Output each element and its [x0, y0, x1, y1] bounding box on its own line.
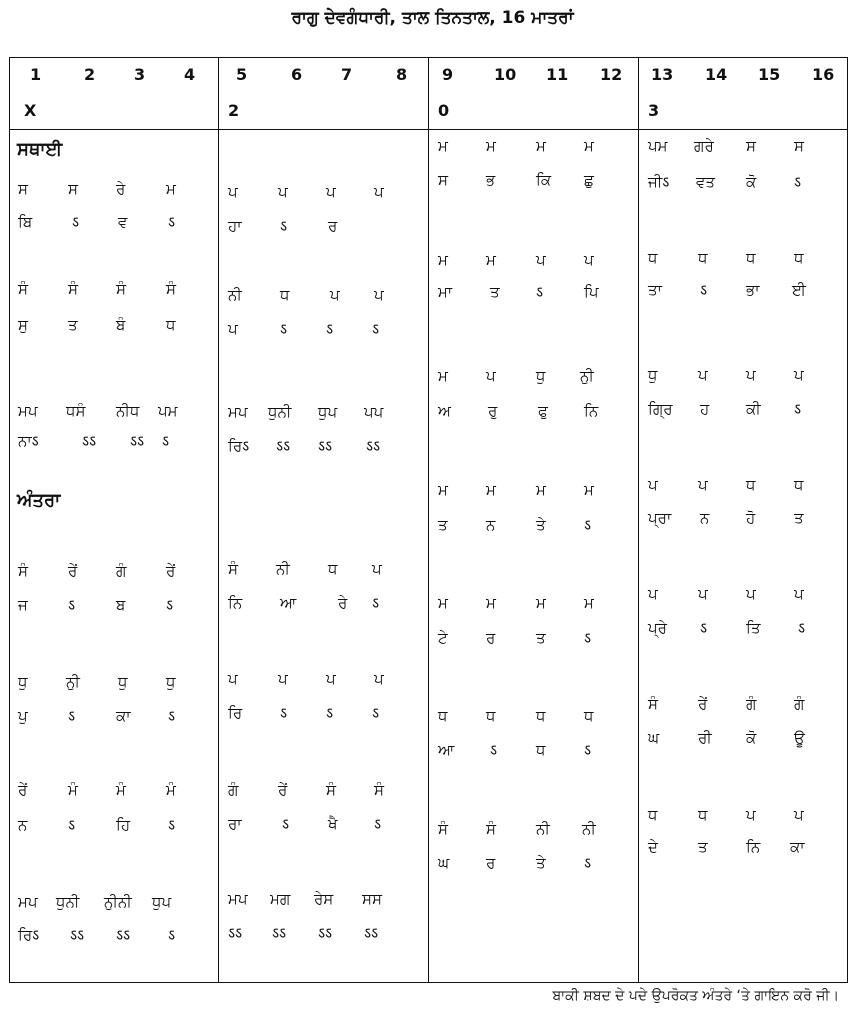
- notation-cell: ਨੀਧ: [116, 402, 140, 420]
- notation-cell: ਰੇਂ: [698, 695, 708, 713]
- notation-cell: ਹੋ: [746, 509, 756, 527]
- notation-cell: ਹ: [700, 400, 710, 418]
- notation-cell: ऽ: [280, 217, 288, 235]
- page-title: ਰਾਗੁ ਦੇਵਗੰਧਾਰੀ, ਤਾਲ ਤਿਨਤਾਲ, 16 ਮਾਤਰਾਂ: [291, 8, 574, 28]
- notation-cell: ऽ: [280, 320, 288, 338]
- notation-cell: ऽऽ: [82, 432, 97, 450]
- notation-cell: ਰਾ: [228, 815, 242, 833]
- notation-cell: ऽ: [168, 926, 176, 944]
- notation-cell: ਧ: [166, 316, 176, 334]
- notation-cell: ਰੇਂ: [68, 562, 78, 580]
- notation-cell: ਰਿ: [228, 704, 243, 722]
- notation-cell: ਧ: [794, 476, 804, 494]
- notation-cell: ਕਾ: [790, 838, 805, 856]
- notation-cell: ਨੁੀਨੀ: [104, 893, 132, 911]
- notation-cell: ऽऽ: [228, 924, 243, 942]
- notation-cell: ਸੰ: [438, 820, 448, 838]
- notation-cell: ऽ: [372, 320, 380, 338]
- notation-cell: ਮ: [438, 137, 448, 155]
- notation-cell: ਧ: [438, 707, 448, 725]
- notation-cell: ਨ: [486, 516, 496, 534]
- notation-cell: ਪ: [746, 806, 756, 824]
- beat-number: 13: [651, 65, 674, 84]
- notation-cell: ਊ: [794, 729, 805, 747]
- notation-cell: ਧੁਨੀ: [56, 893, 80, 911]
- notation-cell: ऽ: [794, 173, 802, 191]
- notation-cell: ਨੁੀ: [66, 673, 80, 691]
- notation-cell: ਜੀऽ: [648, 173, 670, 191]
- notation-cell: ਪ: [372, 560, 382, 578]
- notation-cell: ਧੁ: [118, 673, 128, 691]
- notation-cell: ਸ: [794, 137, 804, 155]
- notation-cell: ਦੇ: [648, 838, 658, 856]
- notation-cell: ਪ: [746, 585, 756, 603]
- notation-cell: ਗੰ: [228, 781, 239, 799]
- notation-cell: ਮ: [536, 481, 546, 499]
- beat-number: 11: [546, 65, 569, 84]
- beat-number: 8: [396, 65, 408, 84]
- notation-cell: ਧੁਪ: [152, 893, 172, 911]
- notation-cell: ऽ: [700, 619, 708, 637]
- notation-cell: ਪ: [698, 476, 708, 494]
- notation-cell: ਬ: [116, 596, 126, 614]
- notation-cell: ऽ: [68, 707, 76, 725]
- notation-cell: ऽ: [162, 432, 170, 450]
- notation-cell: ਬੰ: [116, 316, 126, 334]
- notation-cell: ਸੰ: [648, 695, 658, 713]
- notation-cell: ਧ: [584, 707, 594, 725]
- notation-cell: ऽ: [584, 741, 592, 759]
- notation-cell: ऽ: [584, 854, 592, 872]
- section-heading-antara: ਅੰਤਰਾ: [17, 490, 61, 511]
- notation-cell: ਮਪ: [228, 890, 248, 908]
- notation-cell: ऽ: [536, 283, 544, 301]
- notation-cell: ਤੇ: [536, 854, 546, 872]
- notation-cell: ਸੰ: [68, 280, 78, 298]
- beat-number: 10: [494, 65, 517, 84]
- notation-cell: ਧੁ: [166, 673, 176, 691]
- notation-cell: ਮ: [438, 481, 448, 499]
- notation-cell: ਧਸੰ: [66, 402, 86, 420]
- notation-cell: ਰੁ: [488, 402, 498, 420]
- notation-cell: ऽऽ: [130, 432, 145, 450]
- notation-cell: ਰੇਂ: [18, 781, 28, 799]
- notation-cell: ਰੇਸ: [314, 890, 334, 908]
- notation-cell: ਪ: [278, 183, 288, 201]
- notation-cell: ਰਿऽ: [228, 437, 250, 455]
- notation-cell: ਧੁ: [648, 366, 658, 384]
- notation-cell: ਪੁ: [18, 707, 28, 725]
- notation-cell: ऽ: [168, 816, 176, 834]
- notation-cell: ਕੋ: [746, 729, 757, 747]
- notation-cell: ਨਿ: [584, 402, 599, 420]
- notation-cell: ਬਿ: [18, 213, 33, 231]
- notation-cell: ਤ: [794, 509, 804, 527]
- notation-cell: ਧ: [328, 560, 338, 578]
- notation-cell: ਧ: [536, 707, 546, 725]
- notation-cell: ਵਤ: [696, 173, 715, 191]
- notation-cell: ਰੇ: [338, 594, 348, 612]
- notation-cell: ऽ: [700, 281, 708, 299]
- section-heading-sthai: ਸਥਾਈ: [17, 139, 63, 160]
- beat-number: 14: [705, 65, 728, 84]
- notation-cell: ਆ: [280, 594, 297, 612]
- notation-cell: ऽऽ: [364, 924, 379, 942]
- notation-cell: ਹਿ: [116, 816, 131, 834]
- notation-cell: ਧ: [746, 249, 756, 267]
- notation-cell: ਧ: [698, 806, 708, 824]
- notation-cell: ਧੁਨੀ: [268, 403, 292, 421]
- notation-cell: ਨ: [700, 509, 710, 527]
- notation-cell: ਪ: [278, 670, 288, 688]
- notation-cell: ਨਿ: [228, 594, 243, 612]
- notation-cell: ਧ: [698, 249, 708, 267]
- notation-cell: ਧ: [280, 286, 290, 304]
- notation-cell: ऽ: [68, 596, 76, 614]
- beat-number: 4: [184, 65, 196, 84]
- column-divider: [218, 57, 219, 983]
- notation-cell: ऽ: [372, 704, 380, 722]
- notation-cell: ऽ: [282, 815, 290, 833]
- notation-cell: ਤਾ: [648, 281, 662, 299]
- notation-cell: ਸੰ: [18, 280, 28, 298]
- beat-number: 3: [134, 65, 146, 84]
- notation-cell: ਜ: [18, 596, 28, 614]
- notation-cell: ਧ: [648, 806, 658, 824]
- notation-cell: ऽऽ: [276, 437, 291, 455]
- notation-cell: ਮ: [438, 251, 448, 269]
- notation-cell: ਟੇ: [438, 629, 448, 647]
- notation-cell: ਤੇ: [536, 516, 546, 534]
- beat-number: 2: [84, 65, 96, 84]
- notation-cell: ਧੁ: [18, 673, 28, 691]
- beat-number: 16: [812, 65, 835, 84]
- notation-cell: ਮ: [536, 594, 546, 612]
- notation-cell: ਪ: [330, 286, 340, 304]
- notation-cell: ਤਿ: [746, 619, 761, 637]
- notation-cell: ਗੰ: [116, 562, 127, 580]
- notation-cell: ऽ: [68, 816, 76, 834]
- notation-cell: ਛੁ: [584, 171, 594, 189]
- footer-note: ਬਾਕੀ ਸ਼ਬਦ ਦੇ ਪਦੇ ਉਪਰੋਕਤ ਅੰਤਰੇ ‘ਤੇ ਗਾਇਨ ਕਰੋ ਜੀ।: [552, 988, 839, 1004]
- notation-cell: ਪ: [698, 585, 708, 603]
- taal-marker: 0: [438, 101, 450, 120]
- notation-cell: ਕੋ: [746, 173, 757, 191]
- notation-cell: ਮਗ: [270, 890, 291, 908]
- notation-cell: ਮ: [536, 137, 546, 155]
- notation-cell: ਨੀ: [536, 820, 550, 838]
- notation-cell: ਰਿऽ: [18, 926, 40, 944]
- notation-cell: ਰੀ: [698, 729, 712, 747]
- notation-cell: ਪ: [228, 320, 238, 338]
- notation-cell: ਮਪ: [228, 403, 248, 421]
- notation-cell: ਧੁਪ: [318, 403, 338, 421]
- notation-cell: ਸ: [438, 171, 448, 189]
- notation-cell: ਮ: [486, 251, 496, 269]
- notation-cell: ਸ: [746, 137, 756, 155]
- notation-cell: ਮਪ: [18, 402, 38, 420]
- notation-cell: ਨੀ: [276, 560, 290, 578]
- notation-cell: ਸੁ: [18, 316, 28, 334]
- header-divider: [9, 129, 848, 130]
- notation-cell: ਰੇਂ: [166, 562, 176, 580]
- notation-cell: ਕਾ: [116, 707, 131, 725]
- notation-cell: ਨਿ: [746, 838, 761, 856]
- beat-number: 1: [30, 65, 42, 84]
- notation-cell: ਮਪ: [18, 893, 38, 911]
- notation-cell: ਗ੍ਰਿ: [648, 400, 673, 418]
- notation-cell: ਮ: [166, 180, 176, 198]
- taal-marker: 2: [228, 101, 240, 120]
- beat-number: 7: [341, 65, 353, 84]
- notation-cell: ਸ: [18, 180, 28, 198]
- notation-cell: ਭਾ: [746, 281, 760, 299]
- notation-cell: ਪ੍ਰਾ: [648, 509, 672, 527]
- notation-cell: ਪ: [326, 670, 336, 688]
- notation-cell: ਘ: [648, 729, 660, 747]
- notation-cell: ऽ: [168, 707, 176, 725]
- notation-cell: ਪ: [698, 366, 708, 384]
- notation-cell: ਪ: [228, 183, 238, 201]
- notation-cell: ਹਾ: [228, 217, 242, 235]
- beat-number: 12: [600, 65, 623, 84]
- notation-cell: ਧ: [648, 249, 658, 267]
- notation-cell: ਧ: [746, 476, 756, 494]
- notation-cell: ਫੁ: [538, 402, 548, 420]
- notation-cell: ਘ: [438, 854, 450, 872]
- notation-cell: ਪ: [486, 367, 496, 385]
- notation-cell: ऽऽ: [272, 924, 287, 942]
- notation-cell: ਪ੍ਰੇ: [648, 619, 667, 637]
- notation-cell: ਪ: [648, 476, 658, 494]
- notation-cell: ਪ: [794, 806, 804, 824]
- notation-cell: ਰ: [486, 629, 496, 647]
- notation-cell: ऽ: [168, 213, 176, 231]
- beat-number: 15: [758, 65, 781, 84]
- notation-cell: ਮ: [486, 481, 496, 499]
- notation-cell: ਪ: [374, 670, 384, 688]
- notation-cell: ਧ: [794, 249, 804, 267]
- notation-cell: ਮਾ: [438, 283, 453, 301]
- notation-cell: ਪਮ: [648, 137, 668, 155]
- notation-cell: ਸੰ: [326, 781, 336, 799]
- notation-cell: ਪ: [228, 670, 238, 688]
- notation-cell: ਧ: [536, 741, 546, 759]
- notation-cell: ਮ: [584, 481, 594, 499]
- notation-cell: ਨੀ: [228, 286, 242, 304]
- notation-cell: ਮ: [584, 137, 594, 155]
- notation-cell: ऽ: [326, 320, 334, 338]
- notation-cell: ਮ: [486, 137, 496, 155]
- notation-cell: ਪ: [374, 183, 384, 201]
- notation-cell: ऽऽ: [366, 437, 381, 455]
- notation-cell: ਸੰ: [228, 560, 238, 578]
- notation-cell: ਖੈ: [328, 815, 338, 833]
- notation-cell: ਪ: [794, 585, 804, 603]
- notation-cell: ਰ: [328, 217, 338, 235]
- notation-cell: ऽऽ: [116, 926, 131, 944]
- notation-cell: ऽऽ: [318, 924, 333, 942]
- notation-cell: ਮ: [486, 594, 496, 612]
- notation-cell: ਮੰ: [166, 781, 176, 799]
- notation-cell: ਈ: [792, 281, 806, 299]
- notation-cell: ਮ: [584, 594, 594, 612]
- taal-marker: X: [24, 101, 37, 120]
- notation-cell: ਗਰੇ: [694, 137, 714, 155]
- notation-cell: ਸੰ: [166, 280, 176, 298]
- notation-cell: ऽऽ: [70, 926, 85, 944]
- notation-cell: ਰ: [486, 854, 496, 872]
- notation-cell: ऽ: [794, 400, 802, 418]
- notation-cell: ਸਸ: [362, 890, 382, 908]
- notation-cell: ਮ: [438, 367, 448, 385]
- notation-cell: ਕੀ: [746, 400, 761, 418]
- notation-cell: ਪ: [746, 366, 756, 384]
- notation-cell: ਕਿ: [536, 171, 552, 189]
- notation-cell: ਪ: [326, 183, 336, 201]
- notation-cell: ऽ: [166, 596, 174, 614]
- notation-cell: ਮ: [438, 594, 448, 612]
- notation-cell: ਆ: [438, 741, 455, 759]
- notation-cell: ਰੇਂ: [278, 781, 288, 799]
- notation-cell: ऽ: [584, 516, 592, 534]
- notation-cell: ਸੰ: [374, 781, 384, 799]
- notation-cell: ਭ: [486, 171, 496, 189]
- notation-cell: ਮੰ: [116, 781, 126, 799]
- notation-cell: ਵ: [118, 213, 128, 231]
- notation-cell: ऽ: [280, 704, 288, 722]
- notation-cell: ਧ: [486, 707, 496, 725]
- notation-cell: ਧੁ: [536, 367, 546, 385]
- notation-cell: ਸੰ: [486, 820, 496, 838]
- notation-cell: ऽ: [72, 213, 80, 231]
- notation-cell: ਸੰ: [18, 562, 28, 580]
- notation-cell: ਨੁੀ: [580, 367, 594, 385]
- notation-cell: ਪਪ: [364, 403, 384, 421]
- beat-number: 9: [442, 65, 454, 84]
- notation-cell: ਪ: [648, 585, 658, 603]
- notation-cell: ਤ: [698, 838, 708, 856]
- notation-cell: ऽ: [490, 741, 498, 759]
- notation-cell: ਪ: [584, 251, 594, 269]
- notation-cell: ਨਾऽ: [18, 432, 39, 450]
- beat-number: 6: [291, 65, 303, 84]
- notation-cell: ਤ: [536, 629, 546, 647]
- notation-cell: ਮੰ: [68, 781, 78, 799]
- notation-cell: ਸੰ: [116, 280, 126, 298]
- column-divider: [638, 57, 639, 983]
- notation-cell: ਪ: [374, 286, 384, 304]
- taal-marker: 3: [648, 101, 660, 120]
- notation-cell: ਪਮ: [158, 402, 178, 420]
- notation-cell: ਪਿ: [584, 283, 599, 301]
- notation-cell: ਨ: [18, 816, 28, 834]
- notation-cell: ऽ: [584, 629, 592, 647]
- notation-cell: ਤ: [68, 316, 78, 334]
- notation-cell: ਤ: [438, 516, 448, 534]
- notation-cell: ਸ: [68, 180, 78, 198]
- notation-cell: ऽ: [326, 704, 334, 722]
- column-divider: [428, 57, 429, 983]
- notation-cell: ਗੰ: [746, 695, 757, 713]
- notation-cell: ਰੇ: [116, 180, 126, 198]
- notation-cell: ਨੀ: [582, 820, 596, 838]
- notation-cell: ऽ: [798, 619, 806, 637]
- notation-cell: ਪ: [536, 251, 546, 269]
- notation-cell: ऽ: [374, 815, 382, 833]
- notation-cell: ਅ: [438, 402, 451, 420]
- notation-cell: ਗੰ: [794, 695, 805, 713]
- notation-cell: ਤ: [490, 283, 500, 301]
- notation-cell: ਪ: [794, 366, 804, 384]
- beat-number: 5: [236, 65, 248, 84]
- notation-cell: ऽऽ: [318, 437, 333, 455]
- notation-cell: ऽ: [372, 594, 380, 612]
